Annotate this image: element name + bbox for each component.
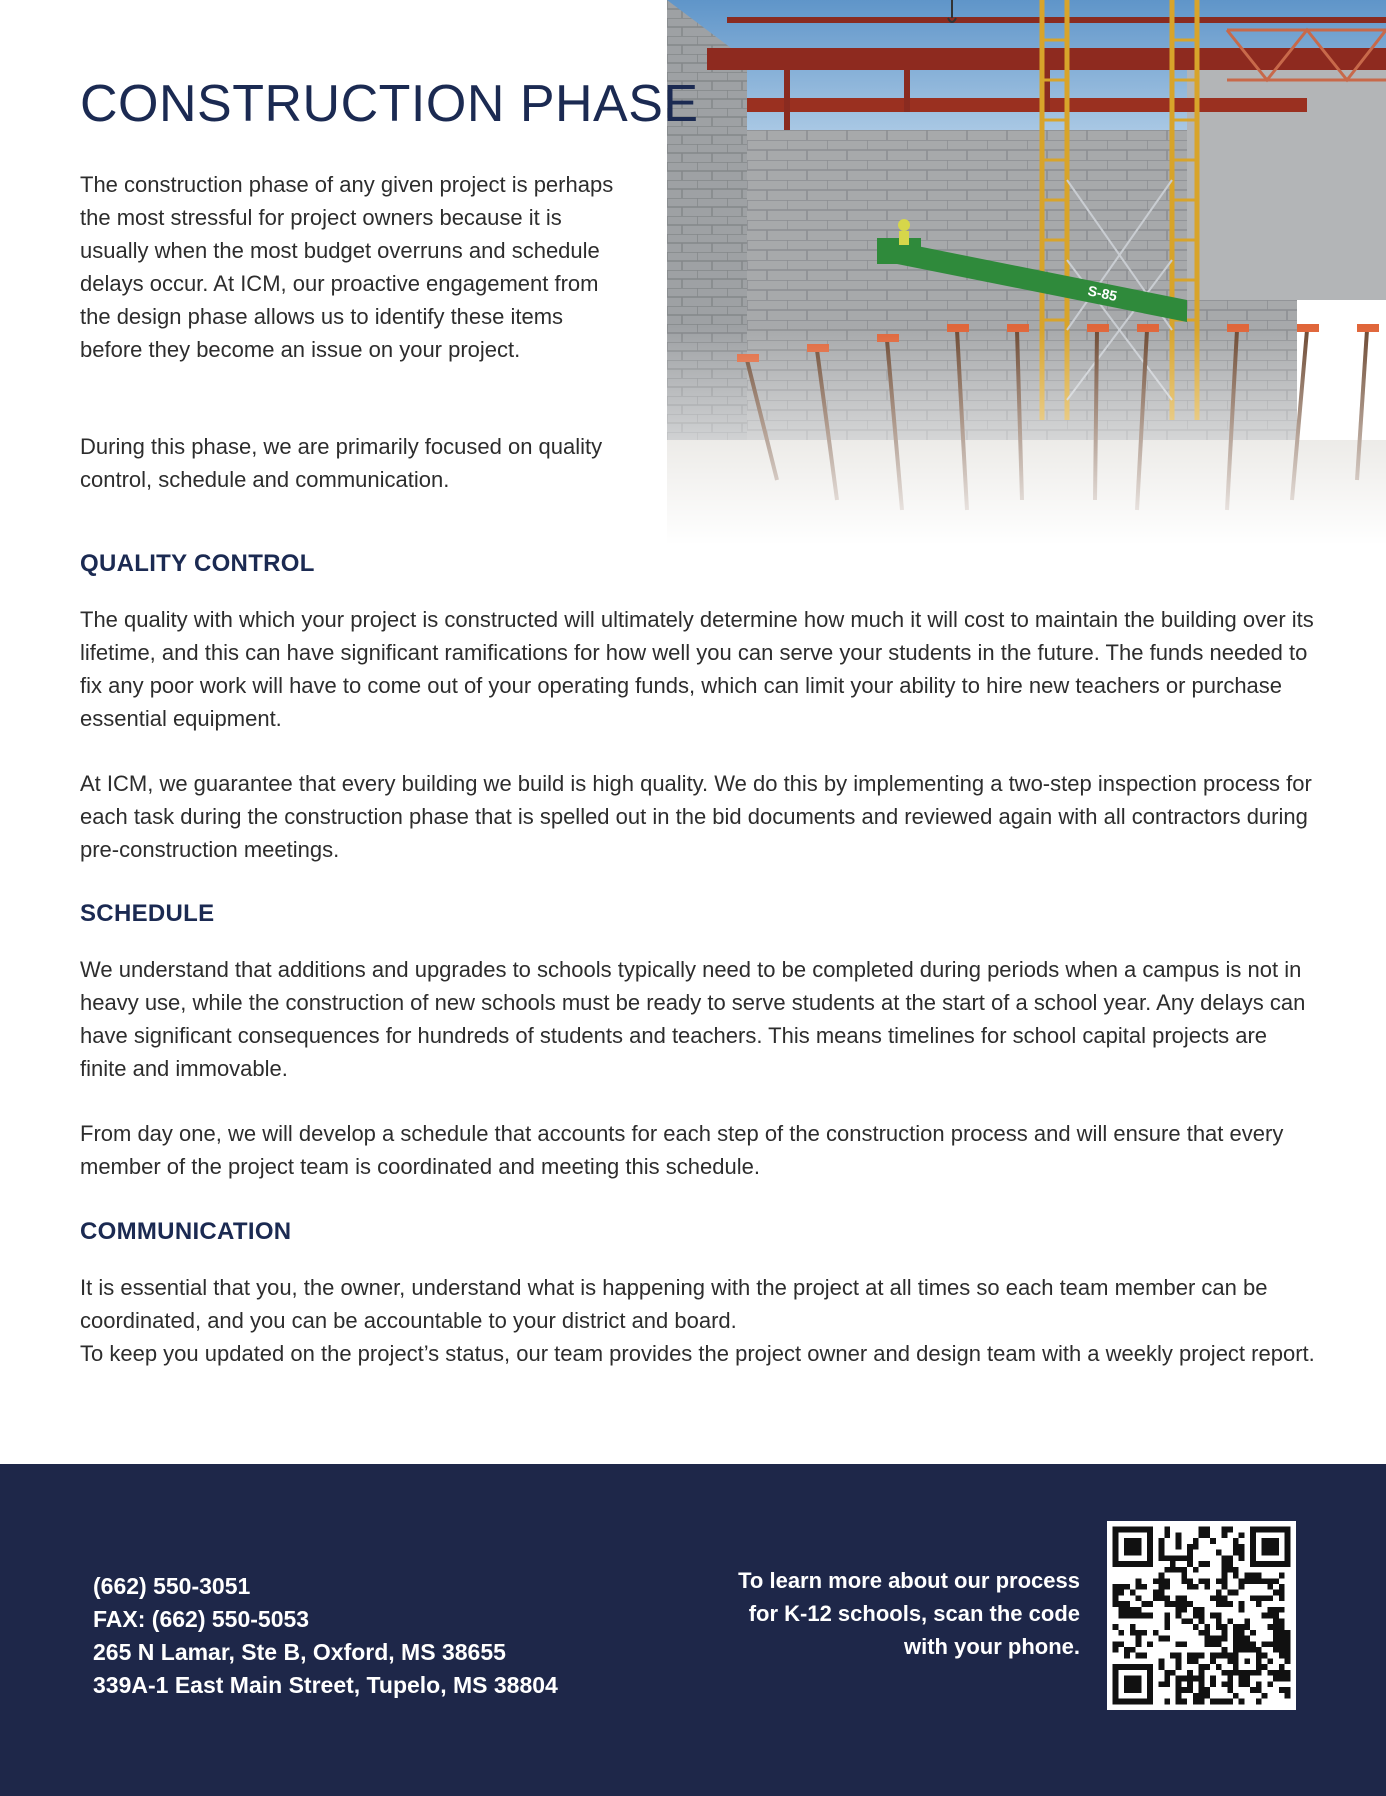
- address-oxford: 265 N Lamar, Ste B, Oxford, MS 38655: [93, 1639, 506, 1665]
- contact-info: [93, 1570, 558, 1702]
- section-heading-quality-control: QUALITY CONTROL: [80, 550, 315, 577]
- schedule-paragraph-1: We understand that additions and upgrades to schools typically need to be completed during periods when a campus is not in heavy use, while the construction of new schools must be ready to serve students at the start of a school year. Any delays can have significant consequences for hundreds of students and teachers. This means timelines for school capital projects are finite and immovable.: [80, 957, 1306, 1081]
- construction-site-photo: [667, 0, 1386, 545]
- section-heading-schedule: SCHEDULE: [80, 900, 215, 927]
- page-title: CONSTRUCTION PHASE: [80, 75, 699, 133]
- fax-number: FAX: (662) 550-5053: [93, 1606, 310, 1632]
- communication-paragraph-2: To keep you updated on the project’s status, our team provides the project owner and design team with a weekly project report.: [80, 1341, 1315, 1366]
- quality-control-paragraph-1: The quality with which your project is constructed will ultimately determine how much it will cost to maintain the building over its lifetime, and this can have significant ramifications for how well you can serve your students in the future. The funds needed to fix any poor work will have to come out of your operating funds, which can limit your ability to hire new teachers or purchase essential equipment.: [80, 607, 1314, 731]
- intro-focus-paragraph: During this phase, we are primarily focused on quality control, schedule and communication.: [80, 434, 603, 492]
- section-heading-communication: COMMUNICATION: [80, 1218, 292, 1245]
- quality-control-paragraph-2: At ICM, we guarantee that every building we build is high quality. We do this by implementing a two-step inspection process for each task during the construction phase that is spelled out in the bid documents and reviewed again with all contractors during pre-construction meetings.: [80, 771, 1312, 862]
- intro-paragraph: The construction phase of any given project is perhaps the most stressful for project owners because it is usually when the most budget overruns and schedule delays occur. At ICM, our proactive engagement from the design phase allows us to identify these items before they become an issue on your project.: [80, 172, 614, 362]
- footer: [0, 1464, 1386, 1796]
- communication-paragraph-1: It is essential that you, the owner, understand what is happening with the project at all times so each team member can be coordinated, and you can be accountable to your district and board.: [80, 1275, 1268, 1333]
- qr-caption: To learn more about our process for K-12 schools, scan the code with your phone.: [738, 1568, 1080, 1659]
- phone-number: (662) 550-3051: [93, 1573, 251, 1599]
- qr-code-icon[interactable]: [1107, 1521, 1296, 1710]
- address-tupelo: 339A-1 East Main Street, Tupelo, MS 38804: [93, 1672, 558, 1698]
- schedule-paragraph-2: From day one, we will develop a schedule that accounts for each step of the construction process and will ensure that every member of the project team is coordinated and meeting this schedule.: [80, 1121, 1284, 1179]
